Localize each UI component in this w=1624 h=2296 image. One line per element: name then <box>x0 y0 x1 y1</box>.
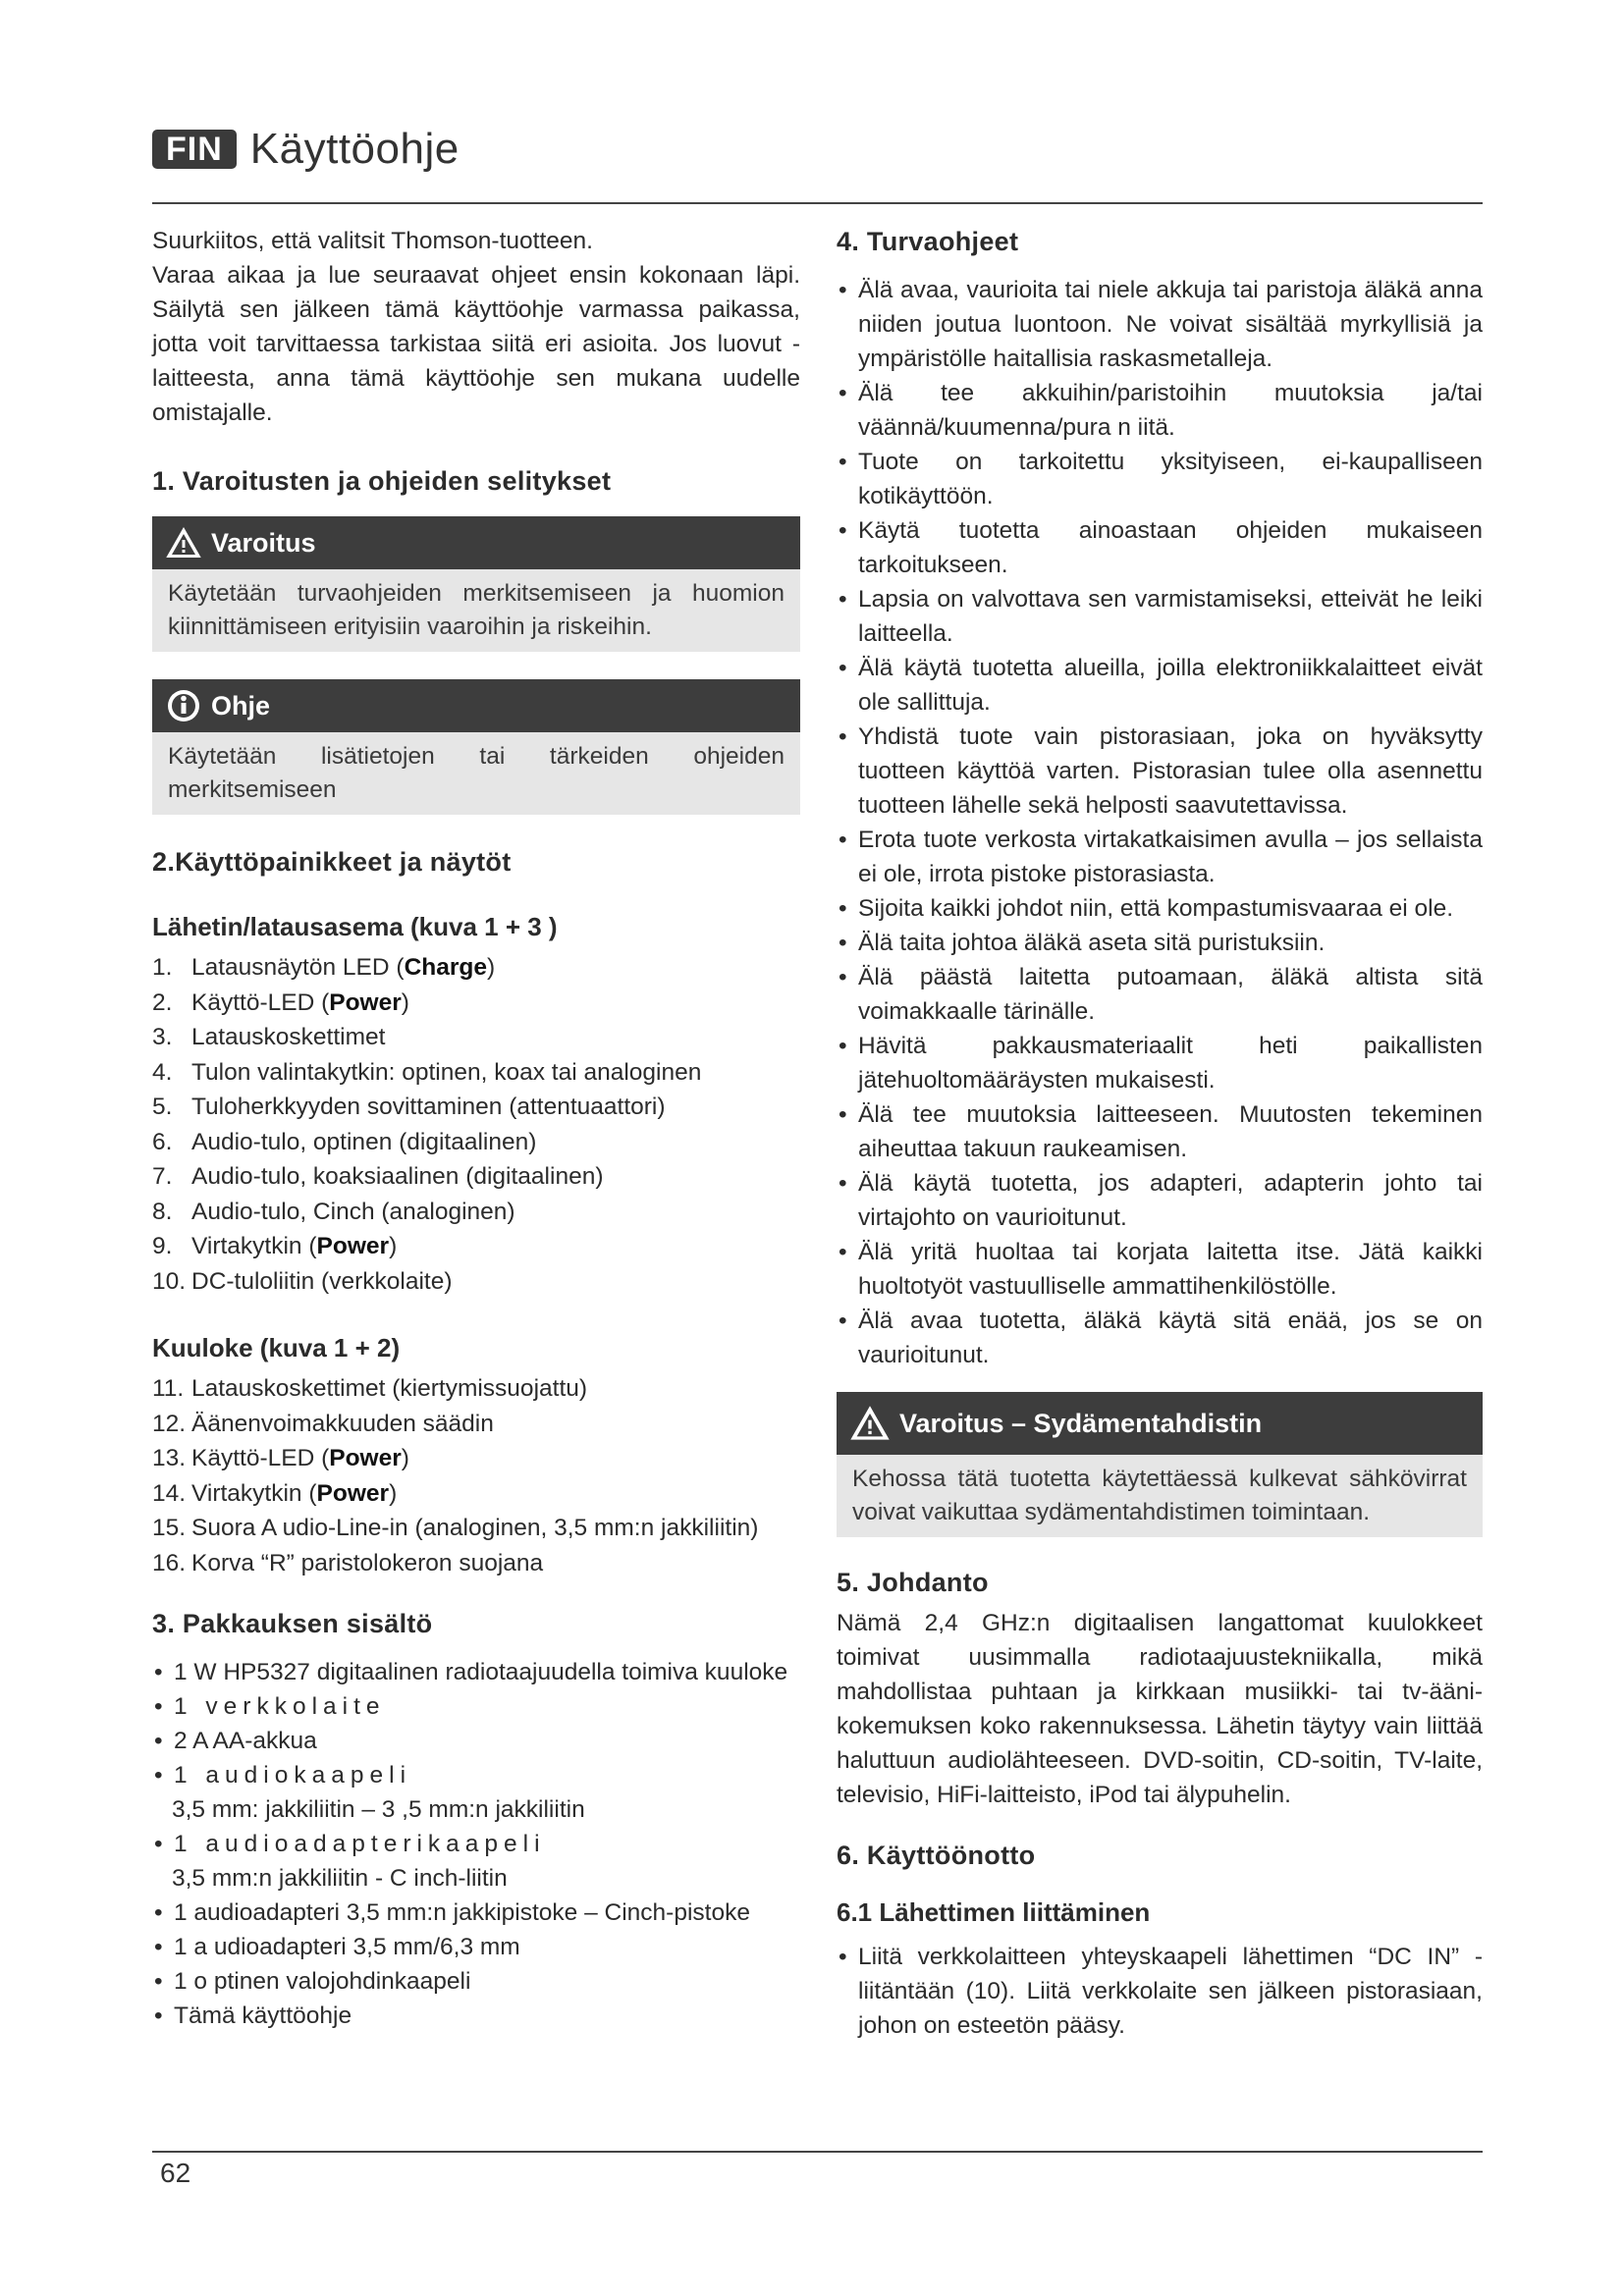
footer-rule <box>152 2151 1483 2153</box>
headphone-title: Kuuloke (kuva 1 + 2) <box>152 1333 401 1362</box>
list-item: • 1 a udioadapteri 3,5 mm/6,3 mm <box>152 1930 800 1964</box>
list-item: 3. Latauskoskettimet <box>152 1024 386 1050</box>
list-item: 8. Audio-tulo, Cinch (analoginen) <box>152 1198 515 1225</box>
list-item: 2. Käyttö-LED (Power) <box>152 988 409 1016</box>
language-badge: FIN <box>152 130 237 169</box>
list-item: • Älä päästä laitetta putoamaan, äläkä altista sitä voimakkaalle tärinälle. <box>837 960 1483 1029</box>
warning-body: Käytetään turvaohjeiden merkitsemiseen ja huomion kiinnittämiseen erityisiin vaaroihin ja riskeihin. <box>152 569 800 652</box>
warning-bar <box>152 516 800 569</box>
page-header <box>152 126 460 173</box>
list-item: • Älä yritä huoltaa tai korjata laitetta itse. Jätä kaikki huoltotyöt vastuulliselle ammattihenkilöstölle. <box>837 1235 1483 1304</box>
list-item: • 1 audiokaapeli 3,5 mm: jakkiliitin – 3 ,5 mm:n jakkiliitin <box>152 1758 800 1827</box>
intro-instructions: Varaa aikaa ja lue seuraavat ohjeet ensin kokonaan läpi. Säilytä sen jälkeen tämä käyttöohje varmassa paikassa, jotta voit tarvittaessa tarkistaa siitä eri asioita. Jos luovut -laitteesta, anna tämä käyttöohje sen mukana uudelle omistajalle. <box>152 262 800 426</box>
list-item: • 1 verkkolaite <box>152 1689 800 1724</box>
list-item: • Älä avaa tuotetta, äläkä käytä sitä enää, jos se on vaurioitunut. <box>837 1304 1483 1372</box>
transmitter-title: Lähetin/latausasema (kuva 1 + 3 ) <box>152 912 558 941</box>
intro-thanks: Suurkiitos, että valitsit Thomson-tuotteen. <box>152 228 593 254</box>
section-1-title: 1. Varoitusten ja ohjeiden selitykset <box>152 466 612 496</box>
transmitter-list <box>152 950 800 1299</box>
list-item: • 1 audioadapterikaapeli 3,5 mm:n jakkiliitin - C inch-liitin <box>152 1827 800 1896</box>
list-item: • 1 W HP5327 digitaalinen radiotaajuudella toimiva kuuloke <box>152 1655 800 1689</box>
list-item: • Hävitä pakkausmateriaalit heti paikallisten jätehuoltomääräysten mukaisesti. <box>837 1029 1483 1097</box>
list-item: 11. Latauskoskettimet (kiertymissuojattu) <box>152 1375 588 1402</box>
list-item: • Älä tee muutoksia laitteeseen. Muutosten tekeminen aiheuttaa takuun raukeamisen. <box>837 1097 1483 1166</box>
list-item: 10. DC-tuloliitin (verkkolaite) <box>152 1267 453 1295</box>
list-item: 14. Virtakytkin (Power) <box>152 1479 398 1507</box>
list-item: 6. Audio-tulo, optinen (digitaalinen) <box>152 1128 537 1155</box>
list-item: 13. Käyttö-LED (Power) <box>152 1445 409 1471</box>
section-4-title: 4. Turvaohjeet <box>837 227 1019 256</box>
list-item: 15. Suora A udio-Line-in (analoginen, 3,5 mm:n jakkiliitin) <box>152 1515 759 1541</box>
package-contents-list <box>152 1655 800 2033</box>
header-rule <box>152 202 1483 204</box>
section-6-title: 6. Käyttöönotto <box>837 1841 1036 1870</box>
list-item: • Älä käytä tuotetta alueilla, joilla elektroniikkalaitteet eivät ole sallittuja. <box>837 651 1483 720</box>
pacemaker-warning-label: Varoitus – Sydämentahdistin <box>899 1408 1263 1438</box>
list-item: 16. Korva “R” paristolokeron suojana <box>152 1549 544 1576</box>
list-item: • Älä avaa, vaurioita tai niele akkuja tai paristoja äläkä anna niiden joutua luontoon. Ne voivat sisältää myrkyllisiä ja ympäristölle haitallisia raskasmetalleja. <box>837 273 1483 376</box>
list-item: • 2 A AA-akkua <box>152 1724 800 1758</box>
list-item: • Älä käytä tuotetta, jos adapteri, adapterin johto tai virtajohto on vaurioitunut. <box>837 1166 1483 1235</box>
list-item: • Älä taita johtoa äläkä aseta sitä puristuksiin. <box>837 926 1483 960</box>
note-body: Käytetään lisätietojen tai tärkeiden ohjeiden merkitsemiseen <box>152 732 800 815</box>
page-number: 62 <box>160 2158 191 2188</box>
list-item: • Lapsia on valvottava sen varmistamiseksi, etteivät he leiki laitteella. <box>837 582 1483 651</box>
list-item: 5. Tuloherkkyyden sovittaminen (attentuaattori) <box>152 1094 666 1120</box>
safety-list <box>837 273 1483 1372</box>
section-6-1-title: 6.1 Lähettimen liittäminen <box>837 1897 1151 1927</box>
section-5-title: 5. Johdanto <box>837 1568 989 1597</box>
list-item: • 1 audioadapteri 3,5 mm:n jakkipistoke – Cinch-pistoke <box>152 1896 800 1930</box>
list-item: 7. Audio-tulo, koaksiaalinen (digitaalinen) <box>152 1163 604 1190</box>
warning-label: Varoitus <box>211 527 316 558</box>
pacemaker-warning-bar <box>837 1392 1483 1455</box>
list-item: 1. Latausnäytön LED (Charge) <box>152 954 496 981</box>
section-2-title: 2.Käyttöpainikkeet ja näytöt <box>152 847 512 877</box>
list-item: • 1 o ptinen valojohdinkaapeli <box>152 1964 800 1999</box>
headphone-list <box>152 1371 800 1580</box>
list-item: • Käytä tuotetta ainoastaan ohjeiden mukaiseen tarkoitukseen. <box>837 513 1483 582</box>
list-item: • Sijoita kaikki johdot niin, että kompastumisvaaraa ei ole. <box>837 891 1483 926</box>
pacemaker-warning-body: Kehossa tätä tuotetta käytettäessä kulkevat sähkövirrat voivat vaikuttaa sydämentahdistimen toimintaan. <box>837 1455 1483 1537</box>
list-item: • Tämä käyttöohje <box>152 1999 800 2033</box>
info-icon <box>166 688 201 723</box>
list-item: • Yhdistä tuote vain pistorasiaan, joka on hyväksytty tuotteen käyttöä varten. Pistorasian tulee olla asennettu tuotteen lähelle sekä helposti saavutettavissa. <box>837 720 1483 823</box>
warning-triangle-icon <box>850 1406 890 1441</box>
warning-triangle-icon <box>166 527 201 559</box>
right-column <box>837 224 1483 2043</box>
list-item: 9. Virtakytkin (Power) <box>152 1233 398 1259</box>
list-item: • Erota tuote verkosta virtakatkaisimen avulla – jos sellaista ei ole, irrota pistoke pistorasiasta. <box>837 823 1483 891</box>
list-item: • Liitä verkkolaitteen yhteyskaapeli lähettimen “DC IN” -liitäntään (10). Liitä verkkolaite sen jälkeen pistorasiaan, johon on esteetön pääsy. <box>837 1940 1483 2043</box>
introduction-text: Nämä 2,4 GHz:n digitaalisen langattomat kuulokkeet toimivat uusimmalla radiotaajuustekniikalla, mikä mahdollistaa puhtaan ja kirkkaan musiikki- tai tv-ääni-kokemuksen koko rakennuksessa. Lähetin täytyy vain liittää haluttuun audiolähteeseen. DVD-soitin, CD-soitin, TV-laite, televisio, HiFi-laitteisto, iPod tai älypuhelin. <box>837 1610 1483 1808</box>
setup-list <box>837 1940 1483 2043</box>
note-label: Ohje <box>211 690 271 721</box>
intro <box>152 224 800 430</box>
list-item: 4. Tulon valintakytkin: optinen, koax tai analoginen <box>152 1058 702 1086</box>
left-column <box>152 224 800 2033</box>
page-title: Käyttöohje <box>249 125 460 173</box>
section-3-title: 3. Pakkauksen sisältö <box>152 1609 433 1638</box>
list-item: • Tuote on tarkoitettu yksityiseen, ei-kaupalliseen kotikäyttöön. <box>837 445 1483 513</box>
note-bar <box>152 679 800 732</box>
list-item: • Älä tee akkuihin/paristoihin muutoksia ja/tai väännä/kuumenna/pura n iitä. <box>837 376 1483 445</box>
list-item: 12. Äänenvoimakkuuden säädin <box>152 1410 494 1437</box>
